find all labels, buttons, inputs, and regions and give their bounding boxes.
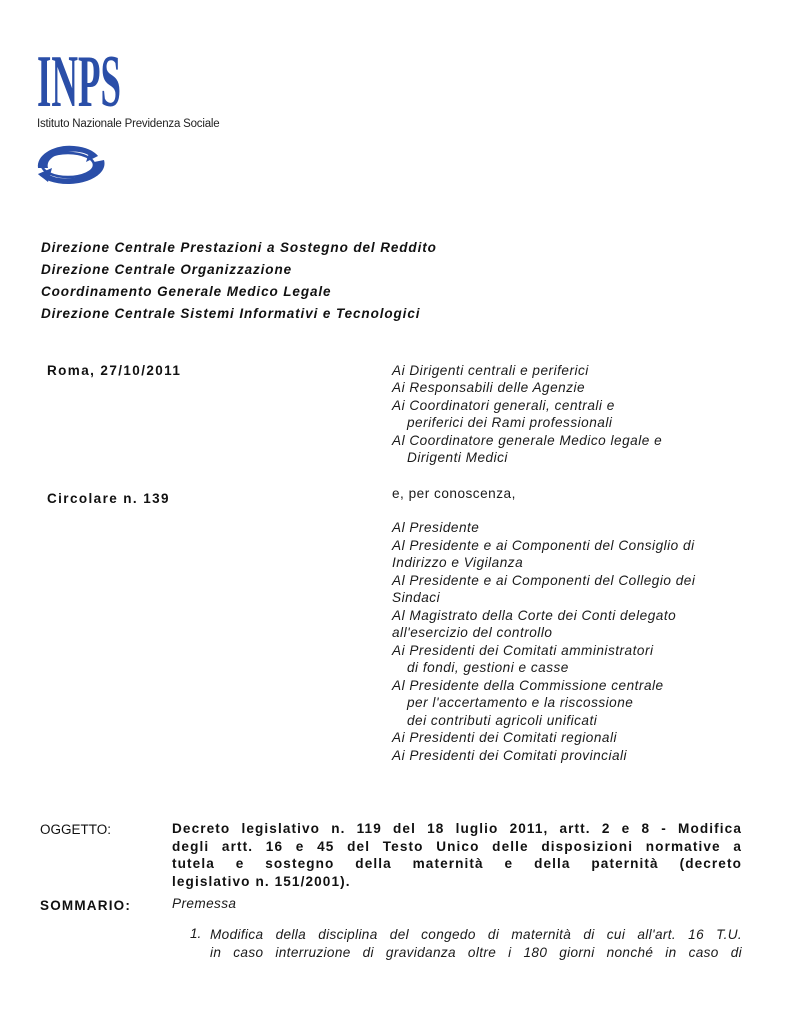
- recipient-line: Indirizzo e Vigilanza: [392, 555, 524, 570]
- summary-item-line: in caso interruzione di gravidanza oltre i 180 giorni nonché in caso di: [210, 944, 742, 960]
- recipient-line: Ai Responsabili delle Agenzie: [392, 380, 586, 395]
- recipient-line: dei contributi agricoli unificati: [407, 713, 598, 728]
- place-date: Roma, 27/10/2011: [47, 363, 182, 378]
- inps-arrows-logo-icon: [28, 138, 112, 188]
- recipient-line: Al Presidente della Commissione centrale: [392, 678, 664, 693]
- department-line: Direzione Centrale Sistemi Informativi e Tecnologici: [41, 306, 421, 321]
- summary-item-number: 1.: [190, 926, 202, 941]
- recipient-line: periferici dei Rami professionali: [407, 415, 613, 430]
- summary-item-line: Modifica della disciplina del congedo di maternità di cui all'art. 16 T.U.: [210, 927, 742, 942]
- circular-number: Circolare n. 139: [47, 491, 170, 506]
- recipient-line: Ai Presidenti dei Comitati provinciali: [392, 748, 628, 763]
- recipient-line: Sindaci: [392, 590, 441, 605]
- recipient-line: Al Presidente: [392, 520, 480, 535]
- subject-line: degli artt. 16 e 45 del Testo Unico delle disposizioni normative a: [172, 838, 742, 854]
- logo-wordmark-text: INPS: [37, 44, 121, 110]
- recipient-line: Al Presidente e ai Componenti del Consiglio di: [392, 538, 695, 553]
- recipient-line: Al Presidente e ai Componenti del Collegio dei: [392, 573, 696, 588]
- recipient-line: Ai Dirigenti centrali e periferici: [392, 363, 589, 378]
- recipient-line: Ai Presidenti dei Comitati amministratori: [392, 643, 654, 658]
- logo-subtitle: Istituto Nazionale Previdenza Sociale: [37, 118, 220, 130]
- department-line: Coordinamento Generale Medico Legale: [41, 284, 332, 299]
- subject-line: legislativo n. 151/2001).: [172, 873, 351, 889]
- recipient-line: Ai Coordinatori generali, centrali e: [392, 398, 615, 413]
- recipient-line: Ai Presidenti dei Comitati regionali: [392, 730, 618, 745]
- subject-line: tutela e sostegno della maternità e della paternità (decreto: [172, 856, 742, 871]
- recipient-line: Al Magistrato della Corte dei Conti delegato: [392, 608, 677, 623]
- recipient-line: Al Coordinatore generale Medico legale e: [392, 433, 663, 448]
- subject-text: [172, 820, 742, 890]
- department-line: Direzione Centrale Prestazioni a Sostegno del Reddito: [41, 240, 437, 255]
- recipient-line: all'esercizio del controllo: [392, 625, 553, 640]
- summary-intro: Premessa: [172, 896, 237, 911]
- summary-item-text: [210, 926, 742, 961]
- inps-wordmark-logo: [37, 44, 121, 110]
- recipient-line: per l'accertamento e la riscossione: [407, 695, 634, 710]
- cc-label: e, per conoscenza,: [392, 486, 516, 501]
- recipient-line: di fondi, gestioni e casse: [407, 660, 569, 675]
- recipient-line: Dirigenti Medici: [407, 450, 508, 465]
- summary-label: SOMMARIO:: [40, 898, 132, 913]
- department-line: Direzione Centrale Organizzazione: [41, 262, 292, 277]
- subject-line: Decreto legislativo n. 119 del 18 luglio 2011, artt. 2 e 8 - Modifica: [172, 821, 742, 836]
- subject-label: OGGETTO:: [40, 822, 112, 837]
